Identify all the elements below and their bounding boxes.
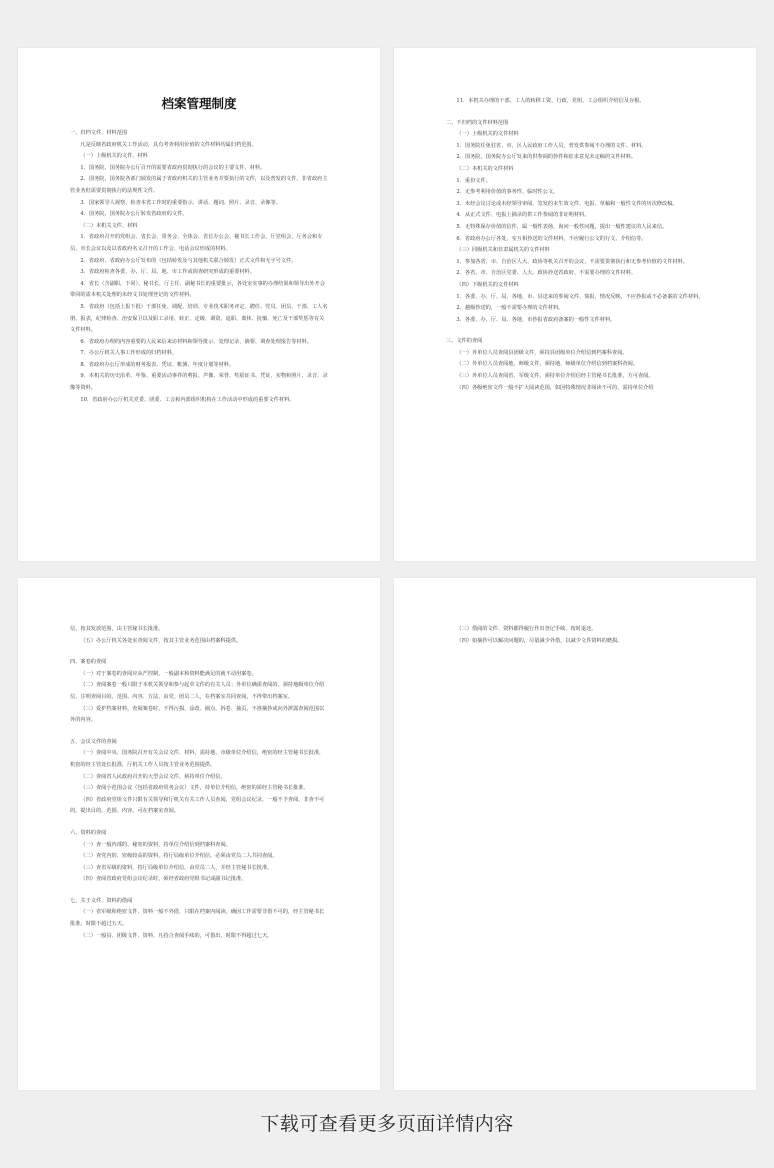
page-3-content [70,624,328,942]
paragraph: 信，按其发放范围，由主管秘书长批准。 [70,626,164,632]
paragraph: 3．各委、办、厅、局、各地、市抄报省政府备案的一般性文件材料。 [456,316,616,323]
download-more-caption[interactable]: 下载可查看更多页面详情内容 [260,1113,514,1135]
paragraph: 4．从正式文件、电报上摘录的供工作参阅的非证明材料。 [456,212,590,219]
paragraph: 1．国务院、国务院办公厅召开的需要省政府贯彻执行的会议的主要文件、材料。 [80,164,266,171]
page-2-paragraphs [446,96,704,394]
section-heading: 一、归档文件、材料范围 [70,130,128,136]
document-page-3 [18,578,380,1090]
paragraph: 2．国务院、国务院办公厅发来的供参阅的抄件和征求意见未定稿的文件材料。 [456,154,637,161]
paragraph: 2．越级抄送的，一般不需要办理的文件材料。 [456,305,564,312]
paragraph: （二）本机关的文件材料 [456,165,514,172]
paragraph: 3．未经会议讨论或未经领导审阅、签发的未生效文件、电报、草稿和一般性文件的历次修改稿。 [456,200,678,207]
paragraph: 9．本机关的历史沿革、年鉴、重要活动事件的剪报、声像、荣誉、奖励证书、凭证、实物和照片、录音、录像等资料。 [70,373,328,392]
paragraph: 凡是反映省政府机关工作活动，具有考查利用价值的文件材料均属归档范围。 [80,141,257,148]
page-1-content [70,92,328,406]
page-1-paragraphs [70,128,328,406]
page-2-content [446,96,704,394]
page-3-paragraphs [70,624,328,942]
paragraph: 2．无参考利用价值的事务性、临时性公文。 [456,189,559,196]
paragraph: （二）查阅省人民政府召开的大型会议文件，须持单位介绍信。 [80,773,226,780]
section-heading: 六、资料的查阅 [70,829,107,836]
paragraph: （一）查一般内部的、秘密的资料，持单位介绍信到档案科查阅。 [80,841,231,848]
section-heading: 四、案卷的查阅 [70,659,107,666]
document-page-4 [394,578,756,1090]
paragraph: 11．本机关办理的干部、工人的转移工资、行政、党组、工会组织介绍信及存根。 [456,98,645,104]
paragraph: 1．重份文件。 [456,177,491,184]
section-heading: 二、不归档的文件材料范围 [446,119,509,126]
paragraph: （三）查省军级的资料，持厅局级单位介绍信，由党员二人，并经主管秘书长批准。 [80,864,273,871]
paragraph: （一）省军级和绝密文件、资料一般不外借，只限在档案内阅读。确因工作需要非借不可的，经主管秘书长批准，时限不超过五天。 [70,909,325,928]
paragraph: （二）查党内的、密级较高的资料，持厅局级单位介绍信，必须由党员二人共同查阅。 [80,853,278,860]
page-4-paragraphs [446,624,704,647]
paragraph: 8．省政府办公厅形成的财务报表、凭证、帐簿、年度计划等材料。 [80,361,235,368]
paragraph: 1．国务院任免驻省、市、区人民政府工作人员，普发供参阅不办理的文件、材料。 [456,142,647,149]
paragraph: （二）外单位人员查阅地、师级文件，须持地、师级单位介绍信到档案科查阅。 [456,361,638,368]
paragraph: 7．办公厅机关人事工作形成的归档材料。 [80,350,178,357]
paragraph: （四）省政府党组文件只限有关领导和厅机关有关工作人员查阅，党组会议纪录，一般不予查阅，非查不可的，提出目的、范围、内容，可在档案室查阅。 [70,796,325,815]
document-page-1 [18,48,380,561]
paragraph: （一）上级机关的文件、材料 [80,153,148,160]
paragraph: （四）查阅省政府党组会议纪录时，须经省政府党组书记或副书记批准。 [80,876,247,883]
paragraph: 5．无特殊保存价值的信件，属一般性表扬，询问一般性问题，提出一般性建议的人民来信。 [456,223,668,230]
paragraph: （二）本机关文件、材料 [80,222,138,229]
section-heading: 五、会议文件的查阅 [70,738,117,745]
paragraph: （三）爱护档案材料，查阅案卷时，不得污损、涂改、圈点、拆卷、抽页，不准摘抄或向外泄露查阅范围以外的内容。 [70,705,325,724]
paragraph: （二）一般县、团级文件、资料，凡持合查阅手续的，可借出，时限不得超过七天。 [80,932,273,939]
paragraph: （一）外单位人员查阅县团级文件，须持县团级单位介绍信到档案科查阅。 [456,349,628,356]
paragraph: （三）查阅小范围会议（包括省政府常务会议）文件，持单位介绍信，绝密的需经主管秘书长批准。 [80,785,309,792]
paragraph: （五）办公厅机关各处室查阅文件，按其主管业务范围由档案科提供。 [80,637,242,644]
page-4-content [446,624,704,647]
paragraph: 10．省政府办公厅机关党委、团委、工会和内部组织机构在工作活动中形成的重要文件材料。 [80,396,295,403]
paragraph: （一）查阅中央、国务院召开有关会议文件、材料，需持地、市级单位介绍信，绝密的经主管秘书长批准，机密的经主管处长批准，厅机关工作人员按主管业务范围提供。 [70,750,325,768]
paragraph: 6．省政府办理的内容重要的人民来信来访材料和领导批示、处理记录、摘要、调查处理报告等材料。 [80,338,312,345]
paragraph: 4．省长（含副职，下同）、秘书长、厅主任、副秘书长的重要批示，各处室实事的办理结果和领导出外开会带回的需本机关处理的未经文书处理登记的文件材料。 [70,280,325,299]
paragraph: （四）如摘抄可以解决问题的，尽量减少外借，以减少文件资料的磨损。 [456,637,623,644]
paragraph: （三）外单位人员查阅省、军级文件，须持单位介绍信经主管秘书长批准，方可查阅。 [456,373,654,380]
paragraph: （二）查阅案卷一般只限于本机关领导和参与起草文件的有关人员；外单位确需查阅的，须持地级单位介绍信，注明查阅目的、范围、内容、方法，由党、团员二人，在档案室共同查阅，不得带出档案室。 [70,682,325,700]
paragraph: 2．省政府、省政府办公厅发布的（包括转发及与其他机关联合颁发）正式文件和无字号文件。 [80,257,297,264]
section-heading: 三、文件的查阅 [446,338,483,345]
paragraph: （一）对于案卷的查阅应从严控制，一般副本和资料能满足的就不动用案卷。 [80,670,257,677]
paragraph: 1．参加各省、市、自治区人大、政协等机关召开的会议，不需要贯彻执行和无参考价值的文件材料。 [456,258,688,265]
paragraph: （四）下级机关的文件材料 [456,281,519,288]
document-title: 档案管理制度 [161,96,237,111]
paragraph: 2．各省、市、自治区党委、人大、政协抄送省政府、不需要办理的文件材料。 [456,270,637,277]
document-page-2 [394,48,756,561]
paragraph: （三）同级机关和非隶属机关的文件材料 [456,247,550,254]
paragraph: 4．国务院、国务院办公厅转发省政府的文件。 [80,211,188,218]
paragraph: （一）上级机关的文件材料 [456,131,519,138]
paragraph: 1．各委、办、厅、局、各地、市、县送来的参阅文件、简报，情况反映，不应抄报或不必备案的文件材料。 [456,293,704,300]
paragraph: 3．国家领导人视察、检查本省工作时的重要指示、讲话、题词、照片、录音、录像等。 [80,199,281,206]
paragraph: 5．省政府（包括上报下批）干部任免、调配、培训、专业技术职务评定、聘任、党员、团员、干部、工人名册、报表，纪律检查、治安保卫以及职工录用、转正、定级、调资、退职、离休、抚恤、死亡及干部奖惩等有关文件材料。 [70,303,328,334]
paragraph: （四）各级绝密文件一般不扩大阅读范围，如因特殊情况非阅读不可的，需持单位介绍 [456,384,654,391]
paragraph: （三）借阅的文件、资料都得履行作出登记手续，按时退还。 [456,626,597,632]
paragraph: 1．省政府召开的党组会、省长会、常务会、全体会、省长办公会、秘书长工作会、厅党组会、厅务会和专员、市长会议以及以省政府名义召开的工作会、电话会议形成的材料。 [70,234,323,252]
paragraph: 2．国务院、国务院各部门颁发的属于省政府机关的主管业务并要执行的文件，以及普发的文件，非省政府主管业务但需要贯彻执行的法规性文件。 [70,176,328,194]
section-heading: 七、关于文件、资料的借阅 [70,897,133,904]
paragraph: 6．省政府办公厅各处、室互相抄送的文件材料，不应履行公文的行文、介绍信等。 [456,235,647,242]
paragraph: 3．省政府检查各委、办、厅、局、地、市工作或调查研究形成的重要材料。 [80,269,255,276]
